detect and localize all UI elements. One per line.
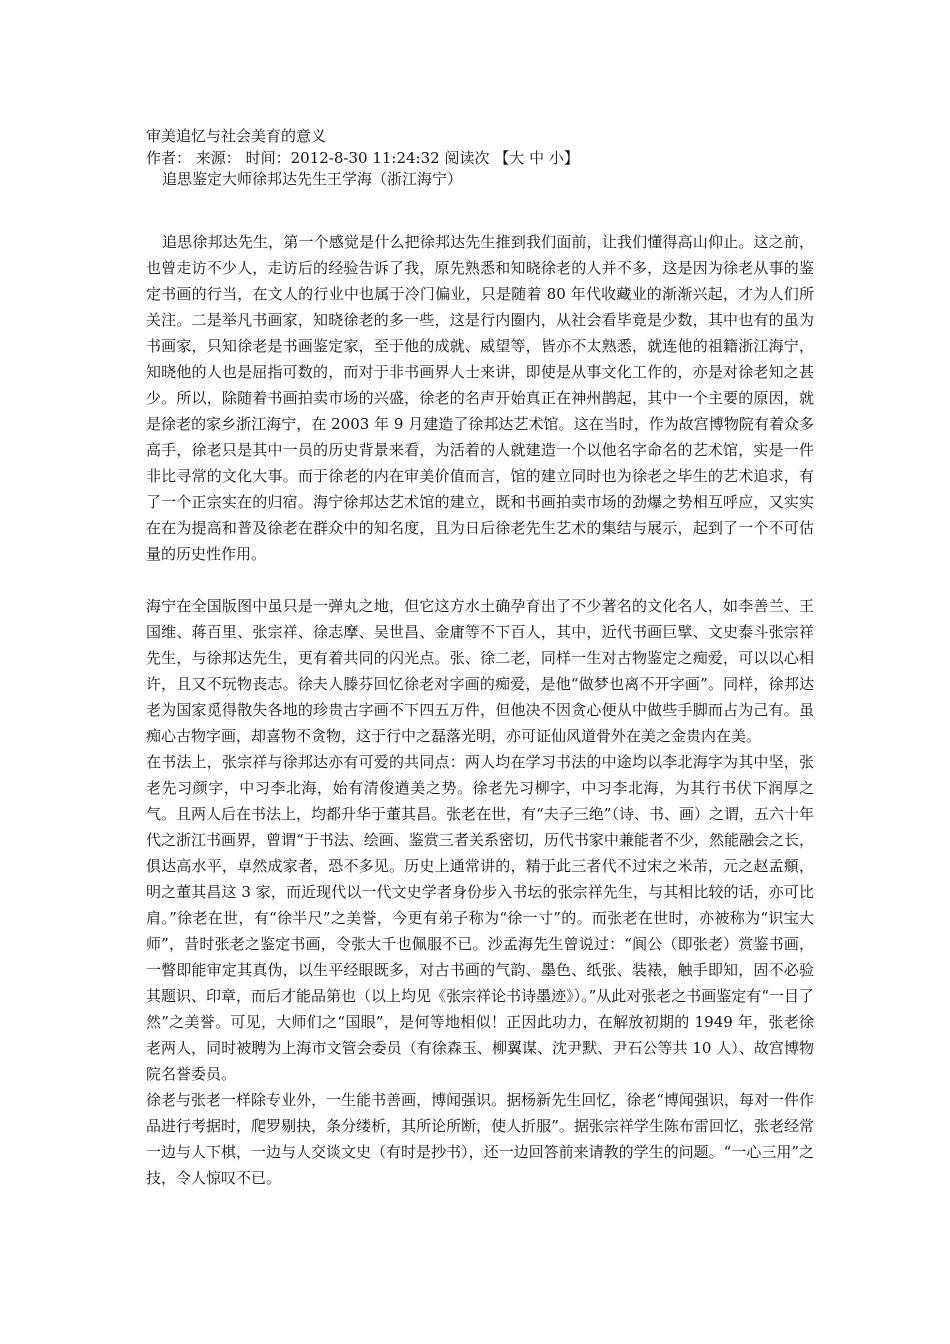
paragraph: 海宁在全国版图中虽只是一弹丸之地，但它这方水土确孕育出了不少著名的文化名人，如李善兰、王国维、蒋百里、张宗祥、徐志摩、吴世昌、金庸等不下百人，其中，近代书画巨擘、文史泰斗张宗祥先生，与徐邦达先生，更有着共同的闪光点。张、徐二老，同样一生对古物鉴定之痴爱，可以以心相许，且又不玩物丧志。徐夫人滕芬回忆徐老对字画的痴爱，是他“做梦也离不开字画”。同样，徐邦达老为国家觅得散失各地的珍贵古字画不下四五万件，但他决不因贪心便从中做些手脚而占为己有。虽痴心古物字画，却喜物不贪物，这于行中之磊落光明，亦可证仙风道骨外在美之金贵内在美。 bbox=[146, 597, 814, 745]
font-size-large-button[interactable]: 大 bbox=[509, 149, 525, 167]
article-meta bbox=[146, 148, 814, 168]
publish-time: 2012-8-30 11:24:32 bbox=[290, 149, 440, 167]
paragraph: 在书法上，张宗祥与徐邦达亦有可爱的共同点：两人均在学习书法的中途均以李北海字为其中坚，张老先习颜字，中习李北海，始有清俊遒美之势。徐老先习柳字，中习李北海，为其行书伏下润厚之气。且两人后在书法上，均都升华于董其昌。张老在世，有“夫子三绝”（诗、书、画）之谓，五六十年代之浙江书画界，曾谓“于书法、绘画、鉴赏三者关系密切，历代书家中兼能者不少，然能融会之长，俱达高水平，卓然成家者，恐不多见。历史上通常讲的，精于此三者代不过宋之米芾，元之赵孟頫，明之董其昌这 3 家，而近现代以一代文史学者身份步入书坛的张宗祥先生，与其相比较的话，亦可比肩。”徐老在世，有“徐半尺”之美誉，今更有弟子称为“徐一寸”的。而张老在世时，亦被称为“识宝大师”，昔时张老之鉴定书画，令张大千也佩服不已。沙孟海先生曾说过：“阆公（即张老）赏鉴书画，一瞥即能审定其真伪，以生平经眼既多，对古书画的气韵、墨色、纸张、装裱，触手即知，固不必验其题识、印章，而后才能品第也（以上均见《张宗祥论书诗墨迹》）。”从此对张老之书画鉴定有“一目了然”之美誉。可见，大师们之“国眼”，是何等地相似！正因此功力，在解放初期的 1949 年，张老徐老两人，同时被聘为上海市文管会委员（有徐森玉、柳翼谋、沈尹默、尹石公等共 10 人）、故宫博物院名誉委员。 bbox=[146, 753, 814, 1083]
paragraph: 徐老与张老一样除专业外，一生能书善画，博闻强识。据杨新先生回忆，徐老“博闻强识，每对一件作品进行考据时，爬罗剔抉，条分缕析，其所论所断，使人折服”。据张宗祥学生陈布雷回忆，张老经常一边与人下棋，一边与人交谈文史（有时是抄书），还一边回答前来请教的学生的问题。“一心三用”之技，令人惊叹不已。 bbox=[146, 1091, 814, 1187]
paragraph: 追思徐邦达先生，第一个感觉是什么把徐邦达先生推到我们面前，让我们懂得高山仰止。这之前，也曾走访不少人，走访后的经验告诉了我，原先熟悉和知晓徐老的人并不多，这是因为徐老从事的鉴定书画的行当，在文人的行业中也属于冷门偏业，只是随着 80 年代收藏业的渐渐兴起，才为人们所关注。二是举凡书画家，知晓徐老的多一些，这是行内圈内，从社会看毕竟是少数，其中也有的虽为书画家，只知徐老是书画鉴定家，至于他的成就、威望等，皆亦不太熟悉，就连他的祖籍浙江海宁，知晓他的人也是屈指可数的，而对于非书画界人士来讲，即使是从事文化工作的，亦是对徐老知之甚少。所以，除随着书画拍卖市场的兴盛，徐老的名声开始真正在神州鹊起，其中一个主要的原因，就是徐老的家乡浙江海宁，在 2003 年 9 月建造了徐邦达艺术馆。这在当时，作为故宫博物院有着众多高手，徐老只是其中一员的历史背景来看，为活着的人就建造一个以他名字命名的艺术馆，实是一件非比寻常的文化大事。而于徐老的内在审美价值而言，馆的建立同时也为徐老之毕生的艺术追求，有了一个正宗实在的归宿。海宁徐邦达艺术馆的建立，既和书画拍卖市场的劲爆之势相互呼应，又实实在在为提高和普及徐老在群众中的知名度，且为日后徐老先生艺术的集结与展示，起到了一个不可估量的历史性作用。 bbox=[146, 233, 814, 563]
font-size-small-button[interactable]: 小 bbox=[548, 149, 564, 167]
font-size-bracket-close: 】 bbox=[563, 149, 579, 167]
article-subtitle: 追思鉴定大师徐邦达先生王学海（浙江海宁） bbox=[162, 170, 463, 188]
font-size-medium-button[interactable]: 中 bbox=[529, 149, 545, 167]
source-label: 来源： bbox=[195, 149, 241, 167]
time-label: 时间： bbox=[245, 149, 291, 167]
font-size-bracket-open: 【 bbox=[494, 149, 510, 167]
read-count-label: 阅读次 bbox=[444, 149, 490, 167]
article-title: 审美追忆与社会美育的意义 bbox=[146, 127, 327, 145]
article bbox=[146, 126, 814, 1191]
author-label: 作者： bbox=[146, 149, 192, 167]
